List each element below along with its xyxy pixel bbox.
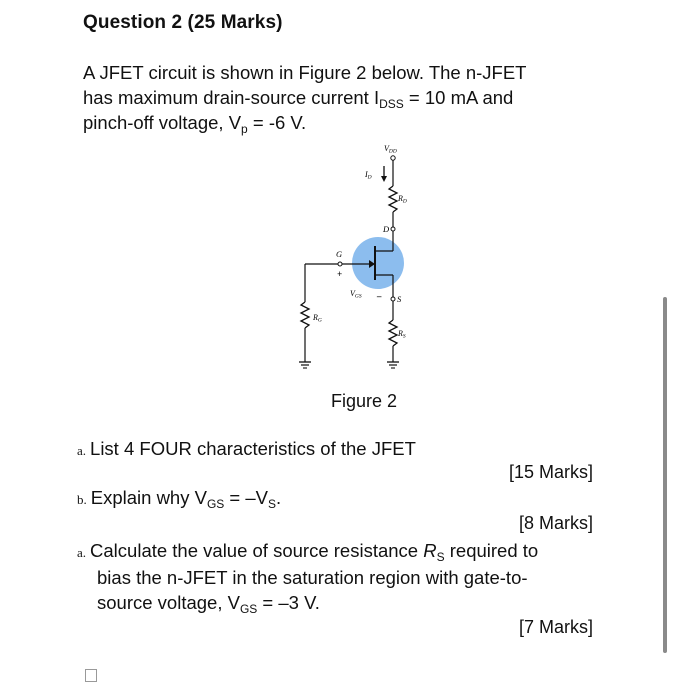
intro-line-3: pinch-off voltage, $V_p = -6$ V. xyxy=(83,112,307,136)
rd-label: RD xyxy=(398,194,407,205)
ground-symbol-rs xyxy=(387,362,399,368)
jfet-circuit-diagram xyxy=(285,140,425,380)
question-a-marker: a. xyxy=(77,443,87,458)
vdd-label: VDD xyxy=(384,144,397,155)
question-c-marks: [7 Marks] xyxy=(518,617,593,637)
gate-label: G xyxy=(336,249,343,259)
vgs-label: VGS xyxy=(350,289,362,300)
rg-label: RG xyxy=(313,313,322,324)
source-terminal xyxy=(391,297,395,301)
question-c-marker: a. xyxy=(77,545,87,560)
gate-terminal xyxy=(338,262,342,266)
id-label: ID xyxy=(365,170,372,181)
vgs-plus: + xyxy=(337,269,343,279)
question-b-marks: [8 Marks] xyxy=(518,513,593,533)
drain-label: D xyxy=(383,224,390,234)
checkbox[interactable] xyxy=(85,669,97,682)
rs-resistor xyxy=(389,320,397,346)
question-c-line-2: bias the n-JFET in the saturation region with gate-to- xyxy=(97,567,528,588)
vertical-scrollbar[interactable] xyxy=(663,297,667,653)
rs-label: RS xyxy=(398,329,406,340)
question-intro xyxy=(83,60,603,135)
id-arrow xyxy=(381,176,387,182)
ground-symbol-rg xyxy=(299,362,311,368)
source-label: S xyxy=(397,294,402,304)
question-a-text: List 4 FOUR characteristics of the JFET xyxy=(90,438,416,459)
question-a-marks: [15 Marks] xyxy=(508,462,593,482)
question-heading: Question 2 (25 Marks) xyxy=(83,12,283,33)
figure-caption: Figure 2 xyxy=(331,391,398,411)
drain-terminal xyxy=(391,227,395,231)
vdd-terminal xyxy=(391,156,395,160)
jfet-highlight xyxy=(352,237,404,289)
rd-resistor xyxy=(389,186,397,212)
question-c-line-3: source voltage, $V_{GS} = -3$ V. xyxy=(97,592,320,616)
question-b-marker: b. xyxy=(77,492,87,507)
question-c-line-1: a. Calculate the value of source resistance $R_S$ required to xyxy=(77,540,539,564)
question-b: b. Explain why $V_{GS} = -V_S$. xyxy=(77,487,282,511)
intro-line-2: has maximum drain-source current $I_{DSS} = 10$ mA and xyxy=(83,87,514,111)
question-c xyxy=(77,538,597,615)
rg-resistor xyxy=(301,302,309,328)
vgs-minus: – xyxy=(377,291,382,301)
question-a xyxy=(77,436,416,463)
intro-line-1: A JFET circuit is shown in Figure 2 below. The n-JFET xyxy=(83,62,527,83)
